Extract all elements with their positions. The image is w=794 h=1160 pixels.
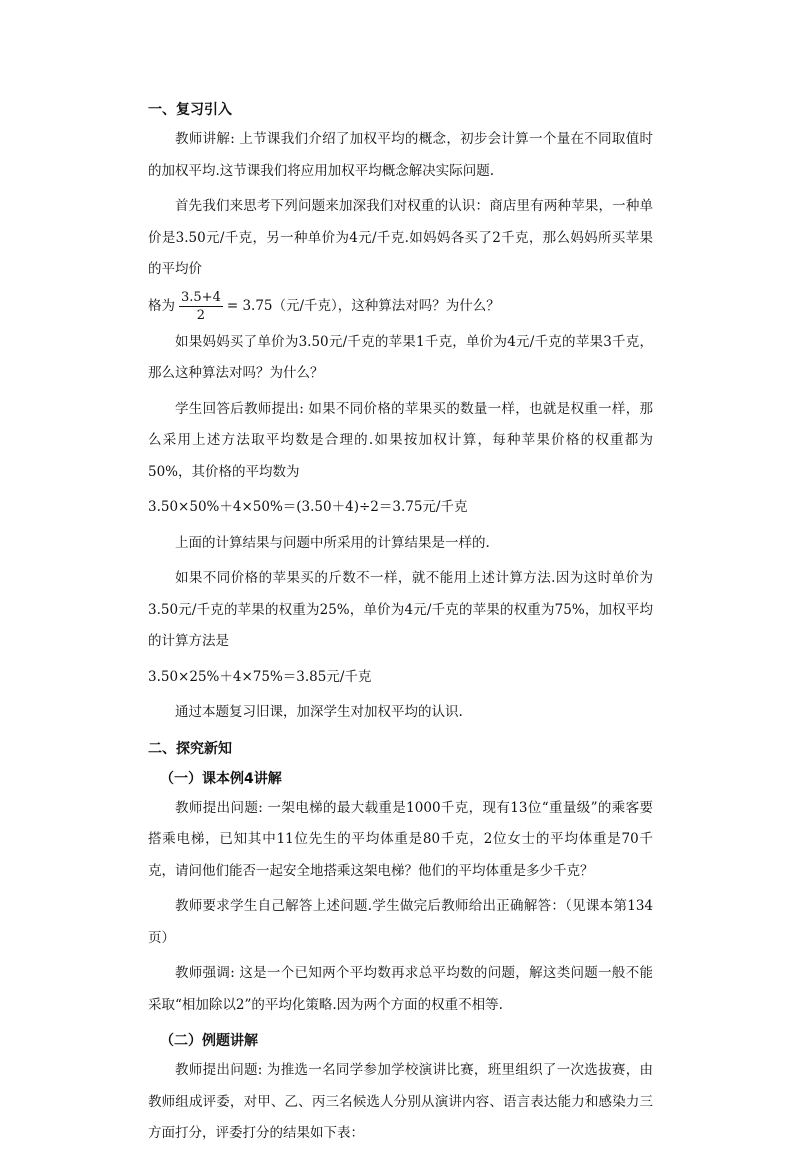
section-heading-review: 一、复习引入 bbox=[148, 102, 232, 118]
fraction-prefix: 格为 bbox=[148, 298, 175, 314]
fraction-line bbox=[148, 290, 653, 323]
paragraph-text: 上面的计算结果与问题中所采用的计算结果是一样的. bbox=[175, 534, 490, 551]
paragraph-text: 如果妈妈买了单价为3.50元/千克的苹果1千克，单价为4元/千克的苹果3千克，那么这种算法对吗？为什么？ bbox=[148, 333, 653, 381]
paragraph-text: 教师提出问题: 一架电梯的最大载重是1000千克，现有13位“重量级”的乘客要搭乘电梯，已知其中11位先生的平均体重是80千克，2位女士的平均体重是70千克，请问他们能否一起安全地搭乘这架电梯？他们的平均体重是多少千克？ bbox=[148, 799, 653, 879]
section-heading-explore: 二、探究新知 bbox=[148, 740, 232, 757]
paragraph bbox=[148, 563, 653, 658]
fraction-suffix: = 3.75（元/千克），这种算法对吗？为什么？ bbox=[226, 298, 500, 314]
document-page bbox=[148, 100, 653, 1160]
paragraph-text: 教师要求学生自己解答上述问题.学生做完后教师给出正确解答：（见课本第134页） bbox=[148, 898, 653, 946]
subheading-example4: （一）课本例4讲解 bbox=[160, 770, 282, 787]
fraction-numerator: 3.5+4 bbox=[181, 289, 221, 305]
paragraph bbox=[148, 327, 653, 390]
paragraph bbox=[148, 793, 653, 888]
paragraph-text: 首先我们来思考下列问题来加深我们对权重的认识：商店里有两种苹果，一种单价是3.50元/千克，另一种单价为4元/千克.如妈妈各买了2千克，那么妈妈所买苹果的平均价 bbox=[148, 198, 653, 277]
paragraph bbox=[148, 1055, 653, 1150]
paragraph bbox=[148, 697, 653, 729]
paragraph bbox=[148, 891, 653, 954]
subheading-examples: （二）例题讲解 bbox=[160, 1033, 258, 1049]
paragraph bbox=[148, 958, 653, 1021]
paragraph-text: 学生回答后教师提出: 如果不同价格的苹果买的数量一样，也就是权重一样，那么采用上述方法取平均数是合理的.如果按加权计算，每种苹果价格的权重都为50%，其价格的平均数为 bbox=[148, 400, 653, 480]
equation: 3.50×25%＋4×75%＝3.85元/千克 bbox=[148, 668, 372, 685]
paragraph-text: 如果不同价格的苹果买的斤数不一样，就不能用上述计算方法.因为这时单价为3.50元/千克的苹果的权重为25%，单价为4元/千克的苹果的权重为75%，加权平均的计算方法是 bbox=[148, 570, 653, 649]
paragraph-text: 教师强调: 这是一个已知两个平均数再求总平均数的问题，解这类问题一般不能采取“相加除以2”的平均化策略.因为两个方面的权重不相等. bbox=[148, 965, 653, 1013]
paragraph bbox=[148, 394, 653, 489]
fraction bbox=[179, 290, 223, 323]
paragraph-text: 通过本题复习旧课，加深学生对加权平均的认识. bbox=[175, 704, 463, 720]
fraction-denominator: 2 bbox=[196, 307, 206, 323]
paragraph bbox=[148, 191, 653, 286]
paragraph-text: 教师提出问题: 为推选一名同学参加学校演讲比赛，班里组织了一次选拔赛，由教师组成评委，对甲、乙、丙三名候选人分别从演讲内容、语言表达能力和感染力三方面打分，评委打分的结果如下表： bbox=[148, 1062, 653, 1141]
paragraph bbox=[148, 528, 653, 560]
paragraph bbox=[148, 124, 653, 187]
paragraph-text: 教师讲解: 上节课我们介绍了加权平均的概念，初步会计算一个量在不同取值时的加权平均.这节课我们将应用加权平均概念解决实际问题. bbox=[148, 131, 653, 179]
equation: 3.50×50%＋4×50%＝(3.50＋4)÷2＝3.75元/千克 bbox=[148, 499, 468, 515]
